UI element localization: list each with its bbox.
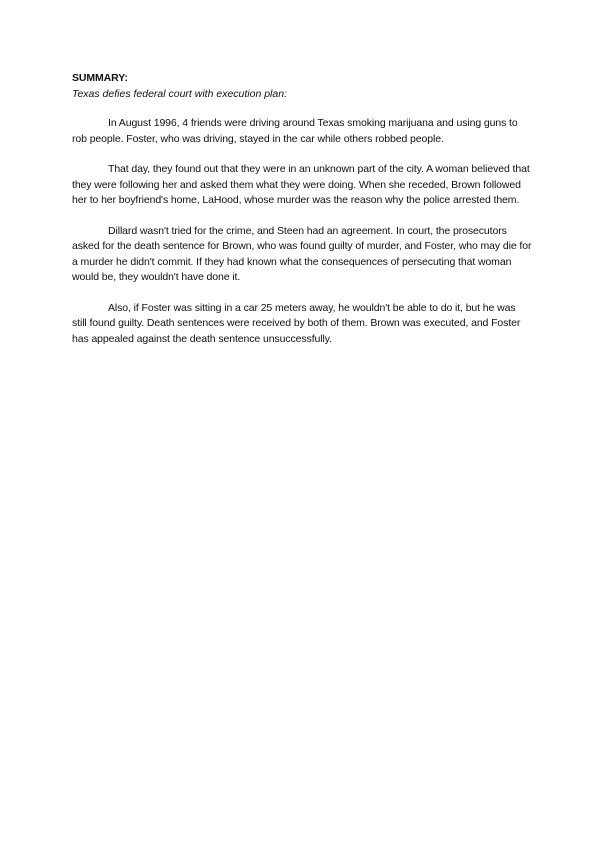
summary-subtitle: Texas defies federal court with execution plan: <box>72 87 287 100</box>
summary-heading: SUMMARY: <box>72 72 128 84</box>
paragraph-4: Also, if Foster was sitting in a car 25 meters away, he wouldn't be able to do it, but he was still found guilty. Death sentences were received by both of them. Brown was executed, and Foster has appealed against the death sentence unsuccessfully. <box>72 301 521 345</box>
paragraph-2: That day, they found out that they were in an unknown part of the city. A woman believed that they were following her and asked them what they were doing. When she receded, Brown followed her to her boyfriend's home, LaHood, whose murder was the reason why the police arrested them. <box>72 163 530 206</box>
paragraph-3: Dillard wasn't tried for the crime, and Steen had an agreement. In court, the prosecutors asked for the death sentence for Brown, who was found guilty of murder, and Foster, who may die for a murder he didn't commit. If they had known what the consequences of persecuting that woman would be, they wouldn't have done it. <box>72 224 532 283</box>
document-body <box>72 71 532 362</box>
paragraph-1: In August 1996, 4 friends were driving around Texas smoking marijuana and using guns to rob people. Foster, who was driving, stayed in the car while others robbed people. <box>72 117 518 145</box>
